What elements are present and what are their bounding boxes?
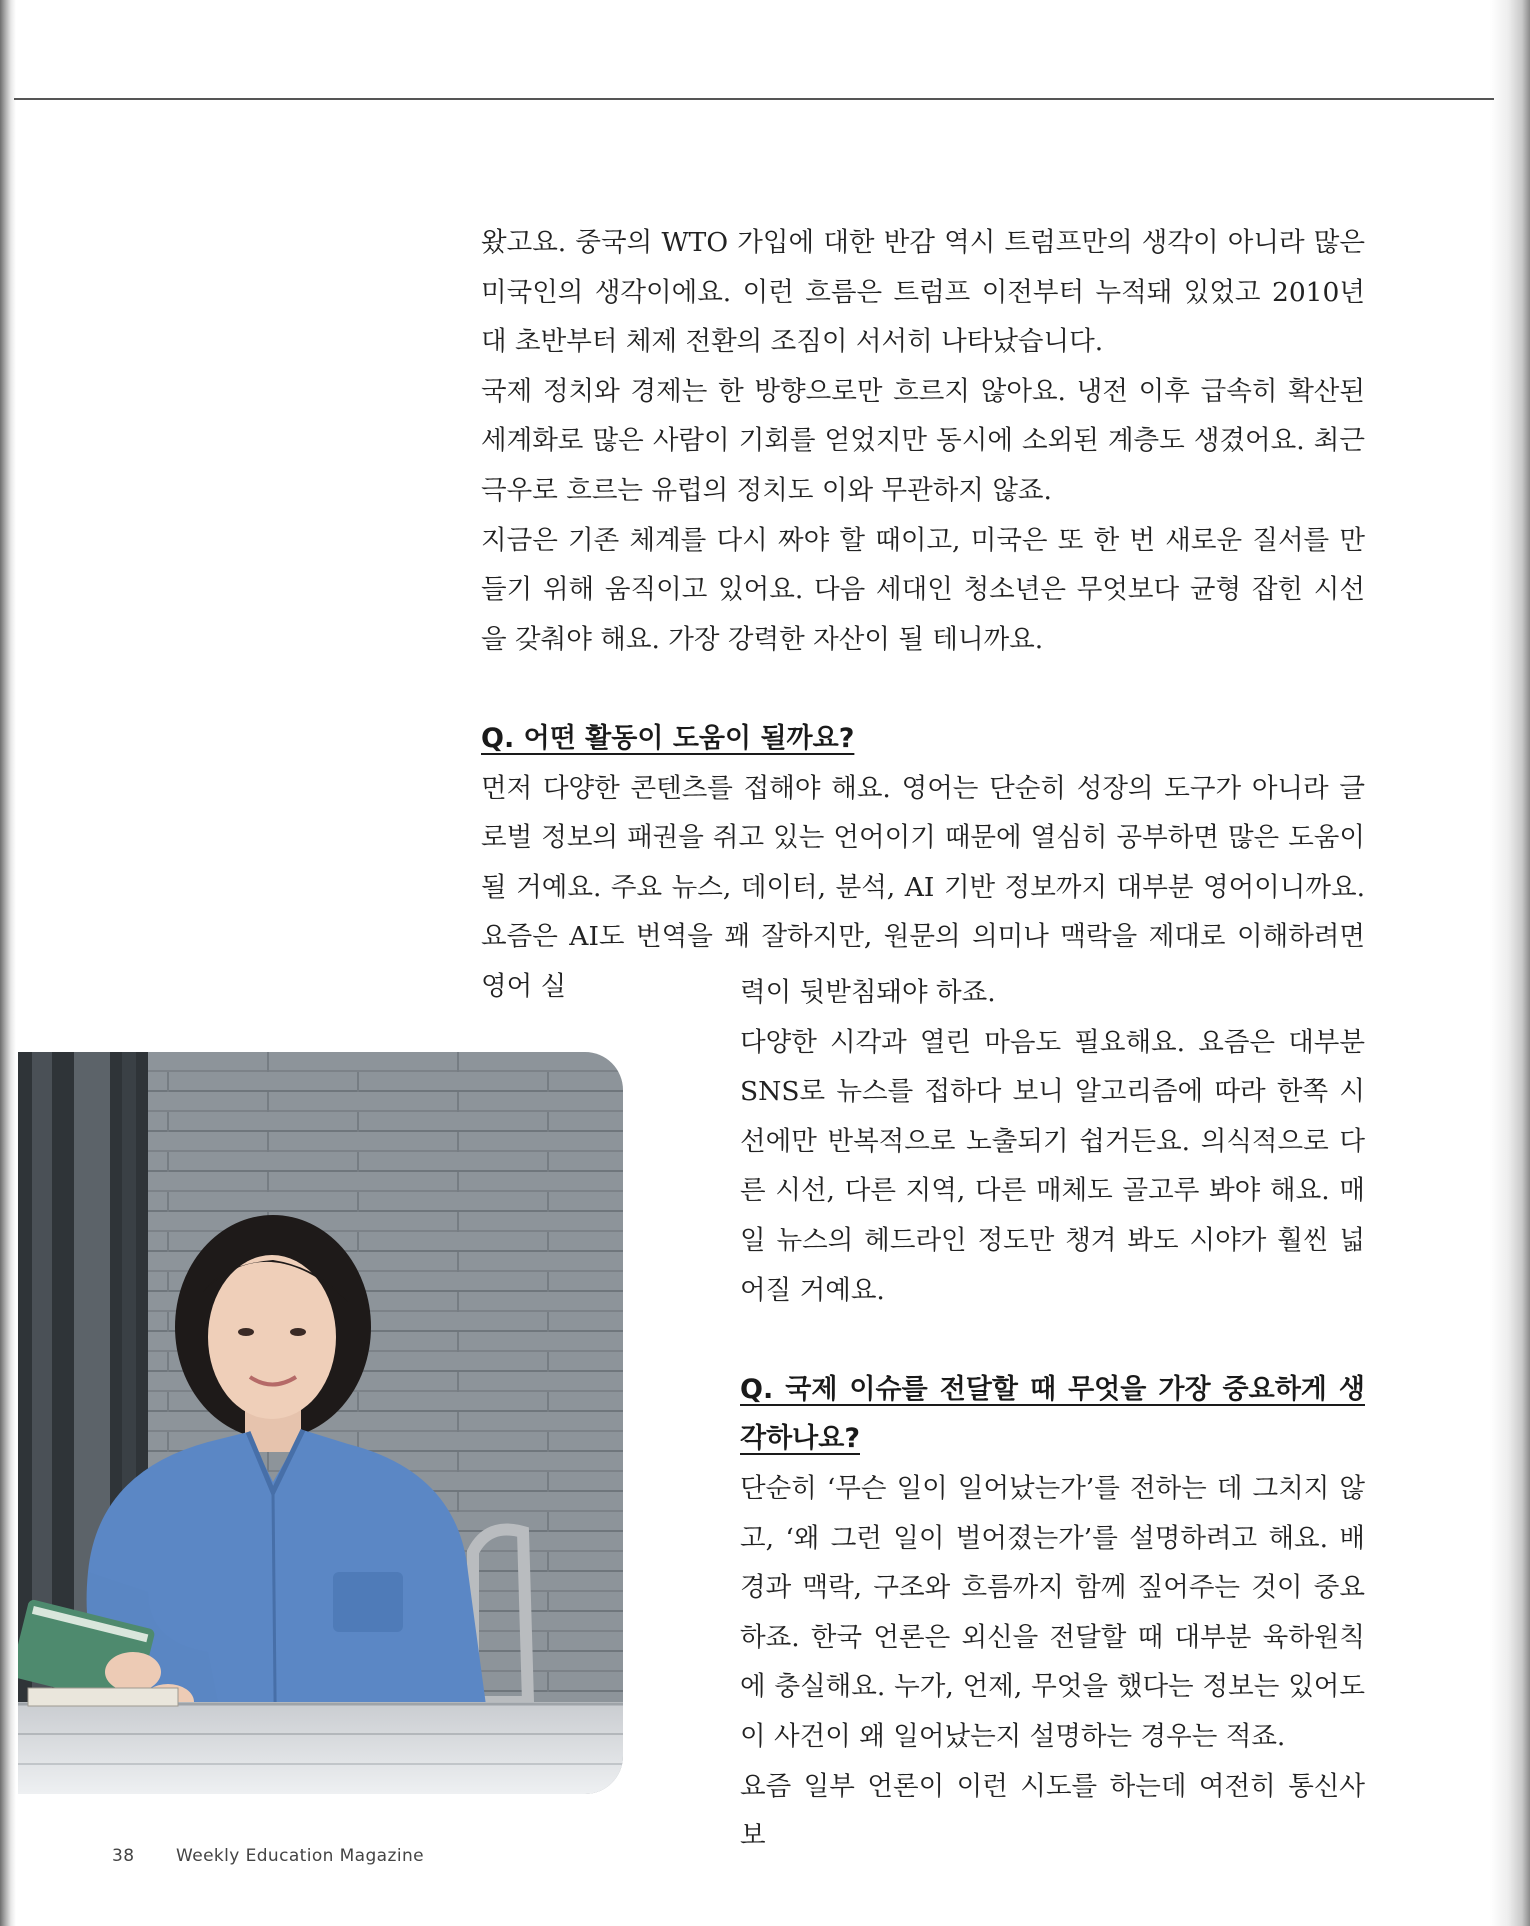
answer-paragraph: 먼저 다양한 콘텐츠를 접해야 해요. 영어는 단순히 성장의 도구가 아니라 글로벌 정보의 패권을 쥐고 있는 언어이기 때문에 열심히 공부하면 많은 도움이 될 거예요. 주요 뉴스, 데이터, 분석, AI 기반 정보까지 대부분 영어이니까요. 요즘은 AI도 번역을 꽤 잘하지만, 원문의 의미나 맥락을 제대로 이해하려면 영어 실	[481, 772, 1365, 1002]
magazine-name: Weekly Education Magazine	[176, 1846, 424, 1866]
question-heading-1: Q. 어떤 활동이 도움이 될까요?	[481, 722, 855, 754]
question-heading-2: Q. 국제 이슈를 전달할 때 무엇을 가장 중요하게 생각하나요?	[740, 1373, 1365, 1455]
answer-paragraph: 단순히 ‘무슨 일이 일어났는가’를 전하는 데 그치지 않고, ‘왜 그런 일이 벌어졌는가’를 설명하려고 해요. 배경과 맥락, 구조와 흐름까지 함께 짚어주는 것이 중요하죠. 한국 언론은 외신을 전달할 때 대부분 육하원칙에 충실해요. 누가, 언제, 무엇을 했다는 정보는 있어도 이 사건이 왜 일어났는지 설명하는 경우는 적죠.	[740, 1472, 1365, 1752]
article-paragraph: 국제 정치와 경제는 한 방향으로만 흐르지 않아요. 냉전 이후 급속히 확산된 세계화로 많은 사람이 기회를 얻었지만 동시에 소외된 계층도 생겼어요. 최근 극우로 흐르는 유럽의 정치도 이와 무관하지 않죠.	[481, 375, 1365, 506]
interviewee-photo	[18, 1052, 623, 1794]
face	[208, 1255, 336, 1419]
table	[18, 1702, 623, 1794]
article-paragraph: 왔고요. 중국의 WTO 가입에 대한 반감 역시 트럼프만의 생각이 아니라 많은 미국인의 생각이에요. 이런 흐름은 트럼프 이전부터 누적돼 있었고 2010년대 초반부터 체제 전환의 조짐이 서서히 나타났습니다.	[481, 227, 1365, 358]
section-gap	[481, 664, 1365, 714]
answer-paragraph: 력이 뒷받침돼야 하죠.	[740, 977, 996, 1008]
answer-paragraph: 다양한 시각과 열린 마음도 필요해요. 요즘은 대부분 SNS로 뉴스를 접하다 보니 알고리즘에 따라 한쪽 시선에만 반복적으로 노출되기 쉽거든요. 의식적으로 다른 시선, 다른 지역, 다른 매체도 골고루 봐야 해요. 매일 뉴스의 헤드라인 정도만 챙겨 봐도 시야가 훨씬 넓어질 거예요.	[740, 1026, 1365, 1306]
page-number: 38	[112, 1846, 135, 1866]
article-paragraph: 지금은 기존 체계를 다시 짜야 할 때이고, 미국은 또 한 번 새로운 질서를 만들기 위해 움직이고 있어요. 다음 세대인 청소년은 무엇보다 균형 잡힌 시선을 갖춰야 해요. 가장 강력한 자산이 될 테니까요.	[481, 524, 1365, 655]
page-edge-right	[1490, 0, 1530, 1926]
article-column-wide	[481, 218, 1365, 1012]
page-spine-left	[0, 0, 16, 1926]
section-gap	[740, 1315, 1365, 1365]
answer-paragraph: 요즘 일부 언론이 이런 시도를 하는데 여전히 통신사 보	[740, 1770, 1365, 1852]
header-rule	[14, 98, 1494, 100]
article-column-narrow	[740, 968, 1365, 1861]
